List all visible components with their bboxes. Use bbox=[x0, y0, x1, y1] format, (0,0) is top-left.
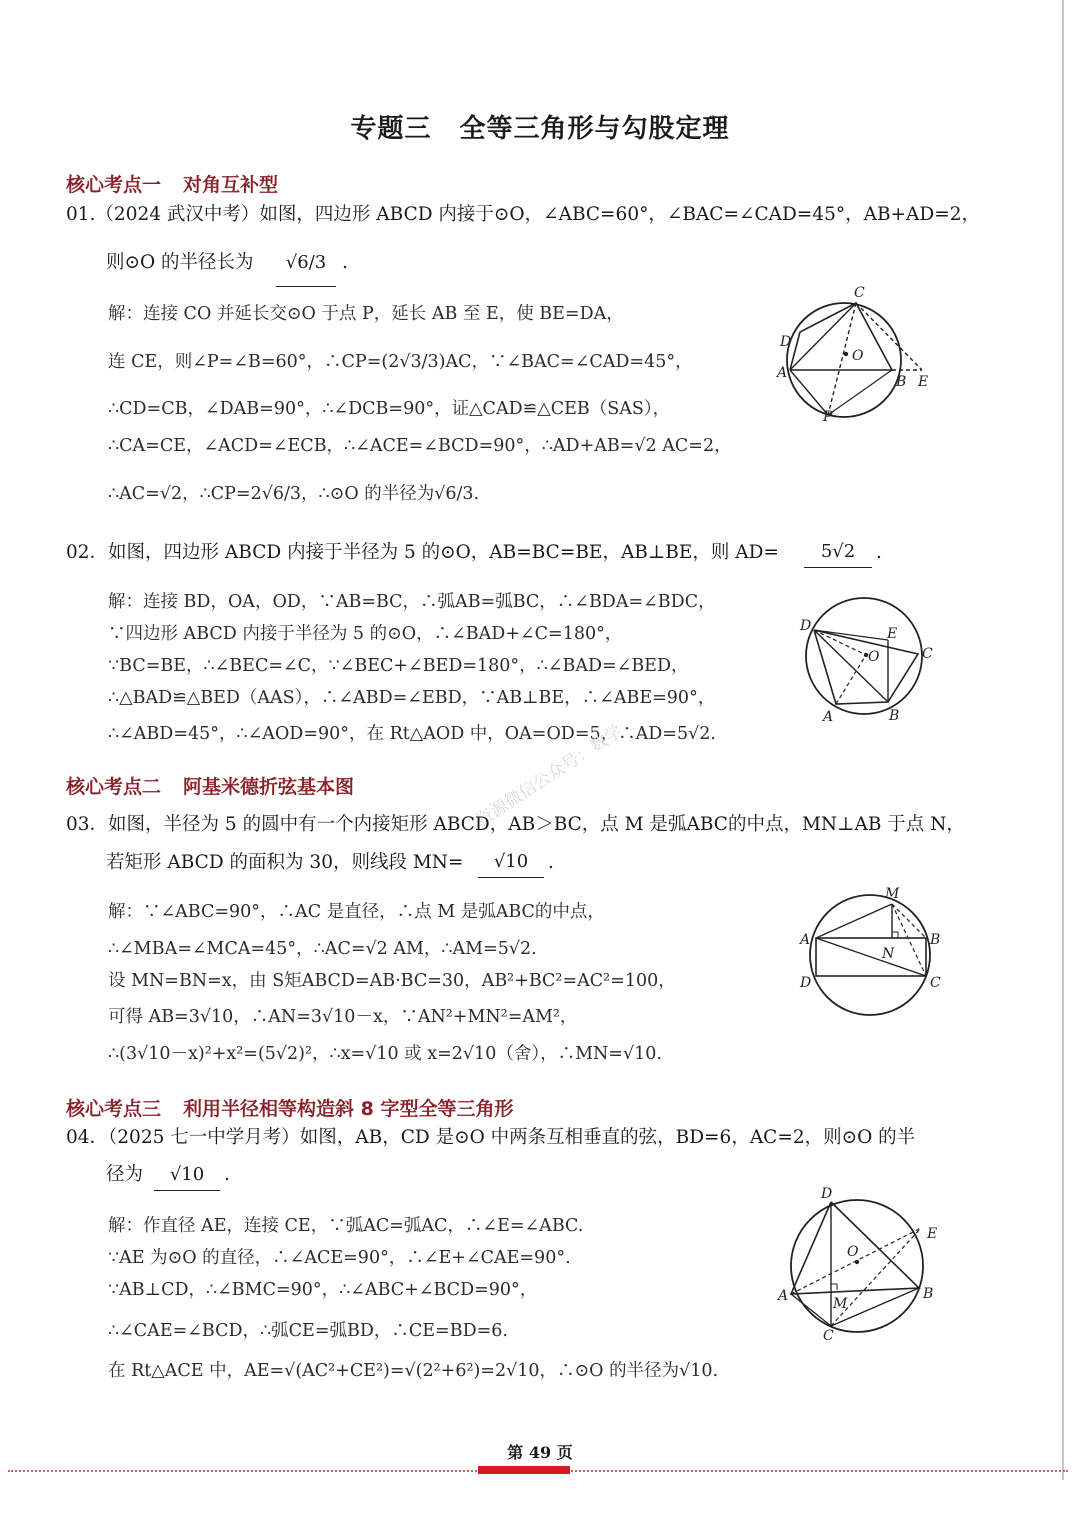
page-number: 第 49 页 bbox=[507, 1443, 573, 1462]
solution-line: ∵AB⊥CD，∴∠BMC=90°，∴∠ABC+∠BCD=90°， bbox=[108, 1280, 538, 1300]
section-name: 利用半径相等构造斜 8 字型全等三角形 bbox=[183, 1098, 514, 1120]
figure-label: C bbox=[922, 646, 933, 662]
figure-label: P bbox=[823, 409, 833, 425]
question-line: 则⊙O 的半径长为 bbox=[106, 252, 254, 273]
figure-label: O bbox=[868, 649, 880, 665]
geometry-figure-3 bbox=[790, 880, 960, 1030]
figure-label: E bbox=[918, 374, 929, 390]
figure-label: E bbox=[887, 626, 898, 642]
question-line: 04．（2025 七一中学月考）如图，AB，CD 是⊙O 中两条互相垂直的弦，BD=6，AC=2，则⊙O 的半 bbox=[66, 1127, 916, 1148]
figure-label: E bbox=[927, 1226, 938, 1242]
solution-line: ∵BC=BE，∴∠BEC=∠C，∵∠BEC+∠BED=180°，∴∠BAD=∠BED， bbox=[108, 656, 689, 676]
question-line: 若矩形 ABCD 的面积为 30，则线段 MN= bbox=[106, 852, 464, 873]
figure-label: A bbox=[777, 365, 788, 381]
geometry-figure-4 bbox=[775, 1182, 950, 1342]
figure-label: D bbox=[800, 618, 812, 634]
figure-label: B bbox=[930, 932, 941, 948]
geometry-figure-1 bbox=[770, 282, 950, 432]
solution-line: 解：∵∠ABC=90°，∴AC 是直径，∴点 M 是弧ABC的中点， bbox=[108, 902, 605, 922]
solution-line: 设 MN=BN=x，由 S矩ABCD=AB·BC=30，AB²+BC²=AC²=100， bbox=[108, 971, 676, 991]
solution-line: 可得 AB=3√10，∴AN=3√10－x，∵AN²+MN²=AM²， bbox=[108, 1007, 578, 1027]
figure-label: A bbox=[778, 1288, 789, 1304]
figure-label: M bbox=[885, 886, 900, 902]
question-line: 02．如图，四边形 ABCD 内接于半径为 5 的⊙O，AB=BC=BE，AB⊥BE，则 AD= bbox=[66, 542, 779, 563]
geometry-figure-2 bbox=[790, 590, 950, 730]
solution-line: 在 Rt△ACE 中，AE=√(AC²+CE²)=√(2²+6²)=2√10，∴⊙O 的半径为√10. bbox=[108, 1361, 719, 1381]
section-label: 核心考点二 bbox=[66, 776, 162, 798]
watermark: 资源微信公众号：数学 bbox=[472, 721, 627, 831]
figure-label: D bbox=[800, 975, 812, 991]
question-end: . bbox=[342, 252, 348, 273]
section-label: 核心考点一 bbox=[66, 174, 162, 196]
solution-line: ∴AC=√2，∴CP=2√6/3，∴⊙O 的半径为√6/3. bbox=[108, 484, 480, 504]
question-line: 01.（2024 武汉中考）如图，四边形 ABCD 内接于⊙O，∠ABC=60°，∠BAC=∠CAD=45°，AB+AD=2， bbox=[66, 204, 981, 225]
solution-line: ∴CA=CE，∠ACD=∠ECB，∴∠ACE=∠BCD=90°，∴AD+AB=√2 AC=2， bbox=[108, 436, 732, 456]
figure-label: B bbox=[923, 1286, 934, 1302]
figure-label: C bbox=[854, 285, 865, 301]
section-label: 核心考点三 bbox=[66, 1098, 162, 1120]
section-name: 对角互补型 bbox=[183, 174, 279, 196]
figure-label: C bbox=[823, 1328, 834, 1344]
figure-label: O bbox=[852, 348, 864, 364]
question-end: . bbox=[548, 852, 554, 873]
solution-line: ∴(3√10－x)²+x²=(5√2)²，∴x=√10 或 x=2√10（舍），∴MN=√10. bbox=[108, 1044, 662, 1064]
solution-line: 解：作直径 AE，连接 CE，∵弧AC=弧AC，∴∠E=∠ABC. bbox=[108, 1216, 584, 1236]
answer-blank: √10 bbox=[154, 1160, 220, 1191]
section-name: 阿基米德折弦基本图 bbox=[183, 776, 355, 798]
section-heading bbox=[66, 170, 278, 197]
solution-line: 解：连接 BD，OA，OD，∵AB=BC，∴弧AB=弧BC，∴∠BDA=∠BDC， bbox=[108, 592, 716, 612]
figure-label: A bbox=[800, 932, 811, 948]
answer-blank: 5√2 bbox=[804, 537, 872, 568]
section-heading bbox=[66, 1094, 513, 1121]
page-title bbox=[0, 108, 1080, 145]
figure-label: B bbox=[889, 708, 900, 724]
figure-label: N bbox=[882, 946, 895, 962]
figure-label: D bbox=[780, 334, 792, 350]
figure-label: C bbox=[930, 975, 941, 991]
figure-label: B bbox=[896, 374, 907, 390]
question-end: . bbox=[876, 542, 882, 563]
figure-label: M bbox=[833, 1296, 848, 1312]
figure-label: D bbox=[821, 1186, 833, 1202]
solution-line: ∴∠MBA=∠MCA=45°，∴AC=√2 AM，∴AM=5√2. bbox=[108, 939, 537, 959]
figure-label: A bbox=[823, 709, 834, 725]
solution-line: ∴△BAD≌△BED（AAS），∴∠ABD=∠EBD，∵AB⊥BE，∴∠ABE=90°， bbox=[108, 688, 716, 708]
footer-accent-bar bbox=[478, 1466, 570, 1474]
solution-line: 解：连接 CO 并延长交⊙O 于点 P，延长 AB 至 E，使 BE=DA， bbox=[108, 304, 624, 324]
answer-blank: √10 bbox=[478, 847, 544, 878]
solution-line: ∵AE 为⊙O 的直径，∴∠ACE=90°，∴∠E+∠CAE=90°. bbox=[108, 1248, 571, 1268]
solution-line: ∴∠ABD=45°，∴∠AOD=90°，在 Rt△AOD 中，OA=OD=5，∴AD=5√2. bbox=[108, 724, 716, 744]
page-edge bbox=[1062, 0, 1064, 1480]
title-part2: 全等三角形与勾股定理 bbox=[459, 114, 730, 144]
solution-line: ∴∠CAE=∠BCD，∴弧CE=弧BD，∴CE=BD=6. bbox=[108, 1321, 508, 1341]
question-end: . bbox=[224, 1164, 230, 1185]
section-heading bbox=[66, 772, 354, 799]
title-part1: 专题三 bbox=[350, 114, 432, 144]
solution-line: ∴CD=CB，∠DAB=90°，∴∠DCB=90°，证△CAD≌△CEB（SAS）， bbox=[108, 399, 671, 419]
solution-line: ∵四边形 ABCD 内接于半径为 5 的⊙O，∴∠BAD+∠C=180°， bbox=[108, 624, 623, 644]
answer-blank: √6/3 bbox=[276, 240, 336, 287]
question-line: 03．如图，半径为 5 的圆中有一个内接矩形 ABCD，AB＞BC，点 M 是弧ABC的中点，MN⊥AB 于点 N， bbox=[66, 814, 965, 835]
question-line: 径为 bbox=[106, 1164, 144, 1185]
figure-label: O bbox=[847, 1244, 859, 1260]
solution-line: 连 CE，则∠P=∠B=60°，∴CP=(2√3/3)AC，∵∠BAC=∠CAD=45°， bbox=[108, 352, 693, 372]
